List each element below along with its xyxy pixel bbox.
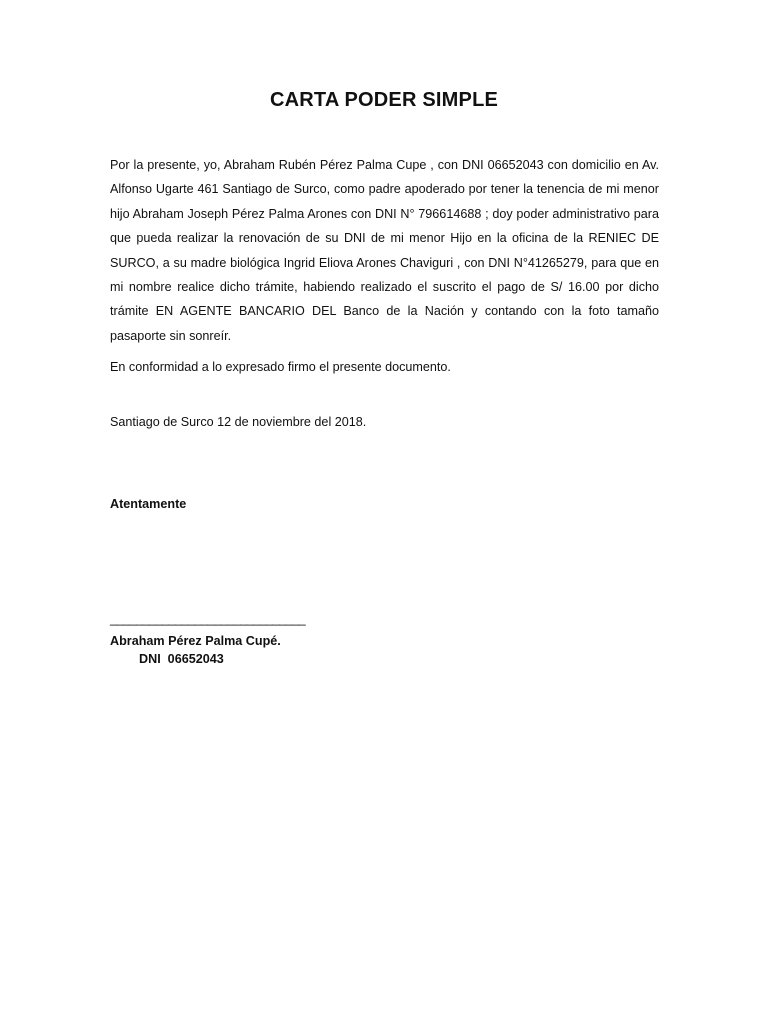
document-title: CARTA PODER SIMPLE	[269, 89, 499, 111]
signature-line: ______________________________	[110, 612, 306, 626]
body-paragraph: Por la presente, yo, Abraham Rubén Pérez Palma Cupe , con DNI 06652043 con domicilio en Av. Alfonso Ugarte 461 Santiago de Surco, como padre apoderado por tener la tenencia de mi menor hijo Abraham Joseph Pérez Palma Arones con DNI N° 796614688 ; doy poder administrativo para que pueda realizar la renovación de su DNI de mi menor Hijo en la oficina de la RENIEC DE SURCO, a su madre biológica Ingrid Eliova Arones Chaviguri , con DNI N°41265279, para que en mi nombre realice dicho trámite, habiendo realizado el suscrito el pago de S/ 16.00 por dicho trámite EN AGENTE BANCARIO DEL Banco de la Nación y contando con la foto tamaño pasaporte sin sonreír.	[110, 158, 659, 343]
closing-salutation: Atentamente	[110, 497, 187, 511]
place-and-date: Santiago de Surco 12 de noviembre del 2018.	[110, 415, 367, 429]
conformity-statement: En conformidad a lo expresado firmo el presente documento.	[110, 360, 451, 374]
signer-name: Abraham Pérez Palma Cupé.	[110, 634, 281, 648]
signer-dni: DNI 06652043	[139, 652, 224, 666]
